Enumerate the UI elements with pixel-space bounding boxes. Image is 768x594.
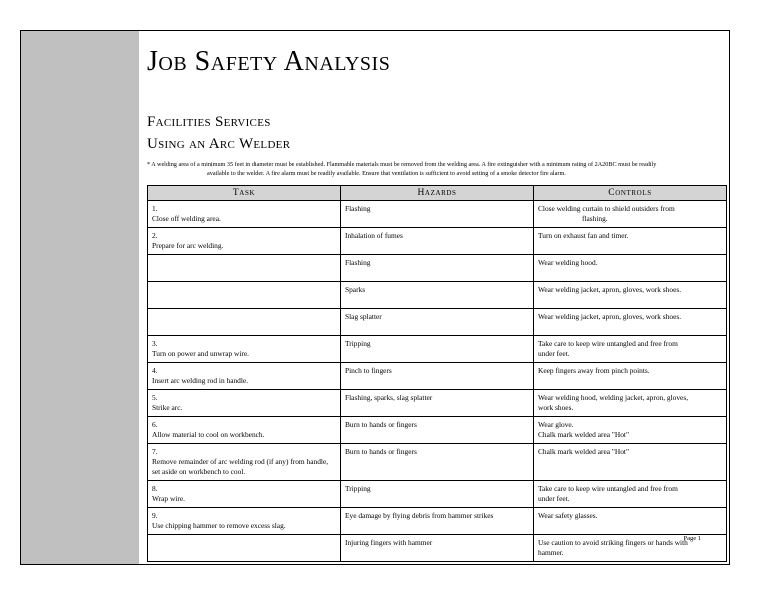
control-line-1: Chalk mark welded area "Hot" — [538, 446, 629, 456]
table-header-row — [148, 186, 727, 201]
table-row — [148, 390, 727, 417]
cell-hazard: Eye damage by flying debris from hammer strikes — [341, 507, 534, 534]
control-line-1: Wear safety glasses. — [538, 510, 598, 520]
task-number: 3. — [152, 339, 158, 349]
control-line-1: Use caution to avoid striking fingers or hands with — [538, 537, 688, 547]
cell-task — [148, 282, 341, 309]
table-row — [148, 336, 727, 363]
cell-task — [148, 363, 341, 390]
control-line-1: Wear welding hood. — [538, 258, 598, 268]
cell-hazard: Flashing — [341, 255, 534, 282]
cell-hazard: Tripping — [341, 480, 534, 507]
cell-task — [148, 443, 341, 480]
jsa-table — [147, 185, 727, 562]
task-number: 2. — [152, 231, 158, 241]
control-line-2: work shoes. — [538, 403, 574, 413]
table-row — [148, 480, 727, 507]
cell-control — [534, 390, 727, 417]
cell-hazard: Slag splatter — [341, 309, 534, 336]
table-row — [148, 255, 727, 282]
task-text: Insert arc welding rod in handle. — [152, 376, 249, 386]
page-footer: Page 1 — [683, 535, 701, 542]
cell-task — [148, 336, 341, 363]
control-line-1: Keep fingers away from pinch points. — [538, 366, 650, 376]
control-line-1: Wear glove. — [538, 420, 574, 430]
safety-note-line2: available to the welder. A fire alarm must be readily available. Ensure that ventilation is sufficient to avoid setting of a smoke detector fire alarm. — [207, 170, 566, 178]
task-number: 4. — [152, 366, 158, 376]
task-text: Remove remainder of arc welding rod (if any) from handle, set aside on workbench to cool. — [152, 456, 329, 476]
cell-control — [534, 201, 727, 228]
cell-task — [148, 201, 341, 228]
task-text: Prepare for arc welding. — [152, 241, 224, 251]
column-header-hazards: Hazards — [341, 186, 534, 201]
task-number: 9. — [152, 510, 158, 520]
control-line-1: Close welding curtain to shield outsiders from — [538, 204, 675, 214]
task-text: Turn on power and unwrap wire. — [152, 349, 250, 359]
task-text: Wrap wire. — [152, 493, 185, 503]
cell-control — [534, 309, 727, 336]
cell-control — [534, 255, 727, 282]
task-text: Allow material to cool on workbench. — [152, 430, 265, 439]
cell-control — [534, 336, 727, 363]
cell-hazard: Flashing, sparks, slag splatter — [341, 390, 534, 417]
cell-task — [148, 417, 341, 444]
column-header-controls: Controls — [534, 186, 727, 201]
table-row — [148, 363, 727, 390]
task-number: 5. — [152, 393, 158, 403]
control-line-1: Wear welding jacket, apron, gloves, work shoes. — [538, 285, 682, 295]
column-header-task: Task — [148, 186, 341, 201]
control-line-1: Take care to keep wire untangled and free from — [538, 483, 678, 493]
cell-task — [148, 309, 341, 336]
cell-task — [148, 255, 341, 282]
table-row — [148, 417, 727, 444]
cell-control — [534, 443, 727, 480]
document-page — [20, 30, 730, 565]
cell-control — [534, 363, 727, 390]
cell-hazard: Pinch to fingers — [341, 363, 534, 390]
table-row — [148, 201, 727, 228]
table-row — [148, 443, 727, 480]
cell-control — [534, 480, 727, 507]
control-line-1: Wear welding hood, welding jacket, apron, gloves, — [538, 393, 689, 403]
task-number: 1. — [152, 204, 158, 214]
cell-task — [148, 228, 341, 255]
task-text: Close off welding area. — [152, 214, 221, 224]
control-line-1: Take care to keep wire untangled and free from — [538, 339, 678, 349]
cell-task — [148, 507, 341, 534]
cell-hazard: Sparks — [341, 282, 534, 309]
control-line-2: under feet. — [538, 349, 570, 359]
cell-hazard: Injuring fingers with hammer — [341, 534, 534, 561]
page-sidebar-band — [21, 31, 139, 564]
cell-task — [148, 480, 341, 507]
cell-control — [534, 282, 727, 309]
department-name: Facilities Services — [147, 113, 271, 130]
cell-task — [148, 534, 341, 561]
cell-control — [534, 507, 727, 534]
cell-hazard: Burn to hands or fingers — [341, 417, 534, 444]
cell-hazard: Inhalation of fumes — [341, 228, 534, 255]
control-line-2: hammer. — [538, 547, 564, 557]
table-row — [148, 309, 727, 336]
task-text: Use chipping hammer to remove excess slag. — [152, 520, 286, 530]
cell-control — [534, 228, 727, 255]
cell-task — [148, 390, 341, 417]
table-row — [148, 534, 727, 561]
cell-hazard: Tripping — [341, 336, 534, 363]
subtitle-block — [147, 112, 729, 156]
cell-hazard: Flashing — [341, 201, 534, 228]
control-line-1: Wear welding jacket, apron, gloves, work shoes. — [538, 312, 682, 322]
page-title: Job Safety Analysis — [147, 46, 391, 77]
table-row — [148, 228, 727, 255]
task-text: Strike arc. — [152, 403, 183, 413]
control-line-2: Chalk mark welded area "Hot" — [538, 430, 629, 439]
control-line-1: Turn on exhaust fan and timer. — [538, 231, 629, 241]
table-row — [148, 507, 727, 534]
cell-control — [534, 417, 727, 444]
table-row — [148, 282, 727, 309]
cell-hazard: Burn to hands or fingers — [341, 443, 534, 480]
control-line-2: under feet. — [538, 493, 570, 503]
safety-note — [147, 161, 727, 179]
task-number: 8. — [152, 483, 158, 493]
safety-note-line1: * A welding area of a minimum 35 feet in diameter must be established. Flammable materials must be removed from the welding area. A fire extinguisher with a minimum rating of 2A20BC must be readily — [147, 161, 657, 169]
page-content — [147, 31, 729, 564]
activity-name: Using an Arc Welder — [147, 135, 291, 152]
task-number: 7. — [152, 446, 158, 456]
control-line-2: flashing. — [582, 214, 608, 224]
table-body — [148, 201, 727, 562]
task-number: 6. — [152, 420, 158, 430]
